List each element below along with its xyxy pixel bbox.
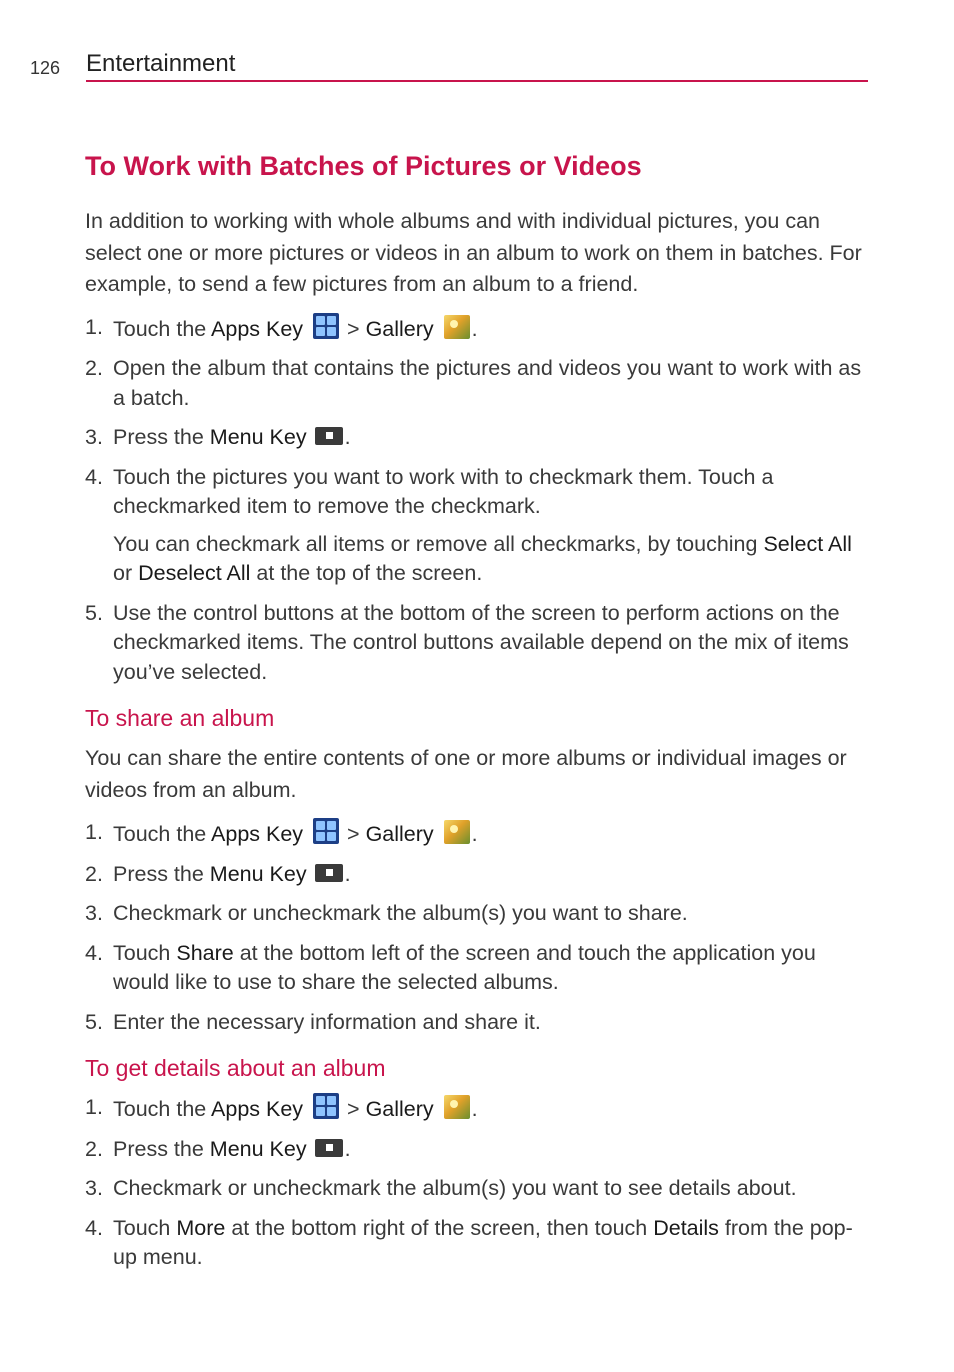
list-item: 2. Press the Menu Key .	[85, 861, 351, 886]
section-name: Entertainment	[86, 50, 236, 77]
page-header	[0, 0, 954, 90]
apps-key-icon	[313, 818, 339, 844]
menu-key-icon	[315, 1139, 343, 1157]
list-item: 4. Touch More at the bottom right of the screen, then touch Details from the pop-up menu.	[85, 1215, 853, 1269]
more-label: More	[176, 1215, 226, 1240]
list-item: 3. Checkmark or uncheckmark the album(s) you want to share.	[85, 901, 688, 925]
list-item: 2. Open the album that contains the pictures and videos you want to work with as a batch.	[85, 356, 862, 410]
gallery-label: Gallery	[365, 1097, 434, 1121]
list-item: 1. Touch the Apps Key > Gallery .	[85, 1095, 478, 1121]
share-steps	[85, 818, 865, 1037]
apps-key-icon	[313, 1093, 339, 1119]
list-item: 4. Touch Share at the bottom left of the screen and touch the application you would like to use to share the selected albums.	[85, 940, 816, 994]
page-number: 126	[30, 58, 61, 78]
section-title-details: To get details about an album	[85, 1055, 386, 1081]
list-item: 2. Press the Menu Key .	[85, 1136, 351, 1161]
gallery-icon	[444, 315, 470, 339]
apps-key-label: Apps Key	[211, 822, 304, 846]
page-content	[85, 148, 865, 1285]
gallery-label: Gallery	[365, 822, 434, 846]
gallery-icon	[444, 820, 470, 844]
list-item: 4. Touch the pictures you want to work with to checkmark them. Touch a checkmarked item to remove the checkmark. You can checkmark all items or remove all checkmarks, by touching Select All or Deselect All at the top of the screen.	[85, 463, 865, 589]
batches-steps	[85, 313, 865, 688]
list-item: 3. Checkmark or uncheckmark the album(s) you want to see details about.	[85, 1176, 797, 1200]
menu-key-label: Menu Key	[209, 1136, 307, 1161]
menu-key-icon	[315, 864, 343, 882]
share-label: Share	[176, 940, 234, 965]
list-item: 3. Press the Menu Key .	[85, 425, 351, 449]
checkmark-note: You can checkmark all items or remove all checkmarks, by touching Select All or Deselect All at the top of the screen.	[113, 531, 852, 585]
header-rule	[86, 80, 868, 82]
menu-key-icon	[315, 427, 343, 445]
list-item: 1. Touch the Apps Key > Gallery .	[85, 314, 478, 341]
list-item: 1. Touch the Apps Key > Gallery .	[85, 820, 478, 846]
list-item: 5. Enter the necessary information and share it.	[85, 1009, 541, 1034]
details-label: Details	[653, 1215, 719, 1240]
apps-key-icon	[313, 313, 339, 339]
section-title-batches: To Work with Batches of Pictures or Videos	[85, 151, 642, 181]
share-intro: You can share the entire contents of one or more albums or individual images or videos from an album.	[85, 746, 847, 802]
batches-intro: In addition to working with whole albums and with individual pictures, you can select one or more pictures or videos in an album to work on them in batches. For example, to send a few pictures from an album to a friend.	[85, 209, 862, 296]
select-all-label: Select All	[763, 531, 852, 556]
apps-key-label: Apps Key	[211, 316, 304, 341]
gallery-icon	[444, 1095, 470, 1119]
apps-key-label: Apps Key	[211, 1097, 304, 1121]
menu-key-label: Menu Key	[209, 425, 307, 449]
details-steps	[85, 1093, 865, 1273]
menu-key-label: Menu Key	[209, 861, 307, 886]
gallery-label: Gallery	[365, 316, 434, 341]
deselect-all-label: Deselect All	[138, 561, 251, 585]
section-title-share: To share an album	[85, 705, 275, 731]
list-item: 5. Use the control buttons at the bottom of the screen to perform actions on the checkmarked items. The control buttons available depend on the mix of items you’ve selected.	[85, 600, 849, 684]
